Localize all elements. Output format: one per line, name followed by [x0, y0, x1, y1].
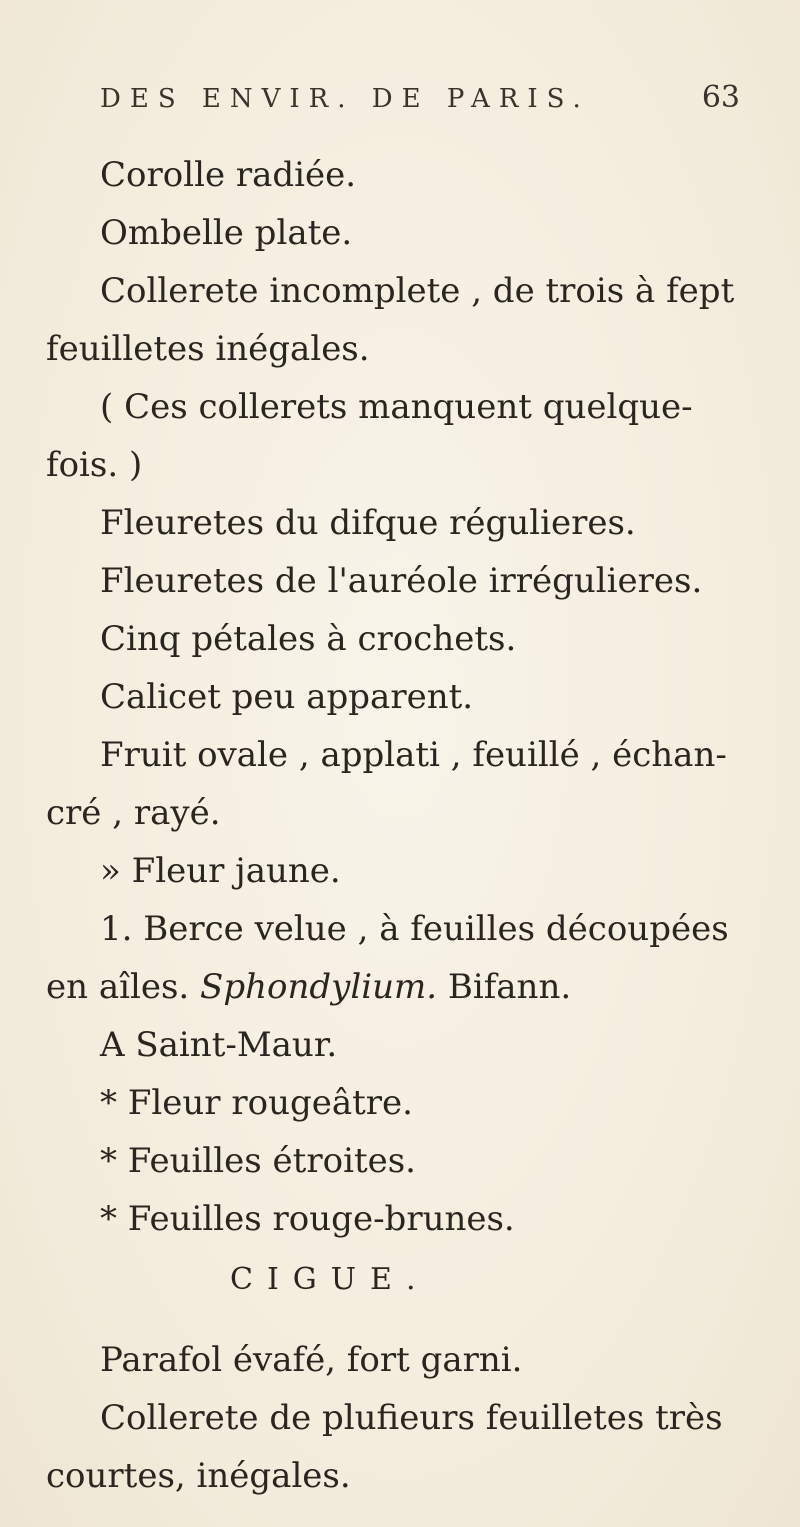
text-line: » Fleur jaune.: [100, 851, 341, 891]
text-line: * Feuilles étroites.: [100, 1141, 416, 1181]
page-header: [100, 78, 740, 128]
latin-name: Sphondylium.: [200, 967, 438, 1007]
text-line: * Feuilles rouge-brunes.: [100, 1199, 515, 1239]
text-line: Cinq pétales à crochets.: [100, 619, 517, 659]
text-segment: Bifann.: [437, 967, 572, 1007]
text-line: Corolle radiée.: [100, 155, 357, 195]
running-title: DES ENVIR. DE PARIS.: [100, 84, 590, 114]
text-line: Fleuretes du difque régulieres.: [100, 503, 636, 543]
text-line: Fleuretes de l'auréole irrégulieres.: [100, 561, 703, 601]
text-line: Parafol évafé, fort garni.: [100, 1340, 523, 1380]
page-number: 63: [701, 80, 740, 115]
section-title: CIGUE.: [230, 1262, 430, 1297]
text-line: A Saint-Maur.: [100, 1025, 338, 1065]
text-line-with-latin-name: [46, 967, 571, 1007]
text-line: courtes, inégales.: [46, 1456, 351, 1496]
text-line: Calicet peu apparent.: [100, 677, 474, 717]
text-line: Collerete de plufieurs feuilletes très: [100, 1398, 723, 1438]
text-line: 1. Berce velue , à feuilles découpées: [100, 909, 729, 949]
text-line: Fruit ovale , applati , feuillé , échan-: [100, 735, 727, 775]
text-line: cré , rayé.: [46, 793, 221, 833]
text-line: feuilletes inégales.: [46, 329, 370, 369]
text-line: Ombelle plate.: [100, 213, 353, 253]
text-line: Collerete incomplete , de trois à fept: [100, 271, 735, 311]
text-line: ( Ces collerets manquent quelque-: [100, 387, 693, 427]
text-line: fois. ): [46, 445, 143, 485]
text-line: * Fleur rougeâtre.: [100, 1083, 413, 1123]
text-segment: en aîles.: [46, 967, 201, 1007]
